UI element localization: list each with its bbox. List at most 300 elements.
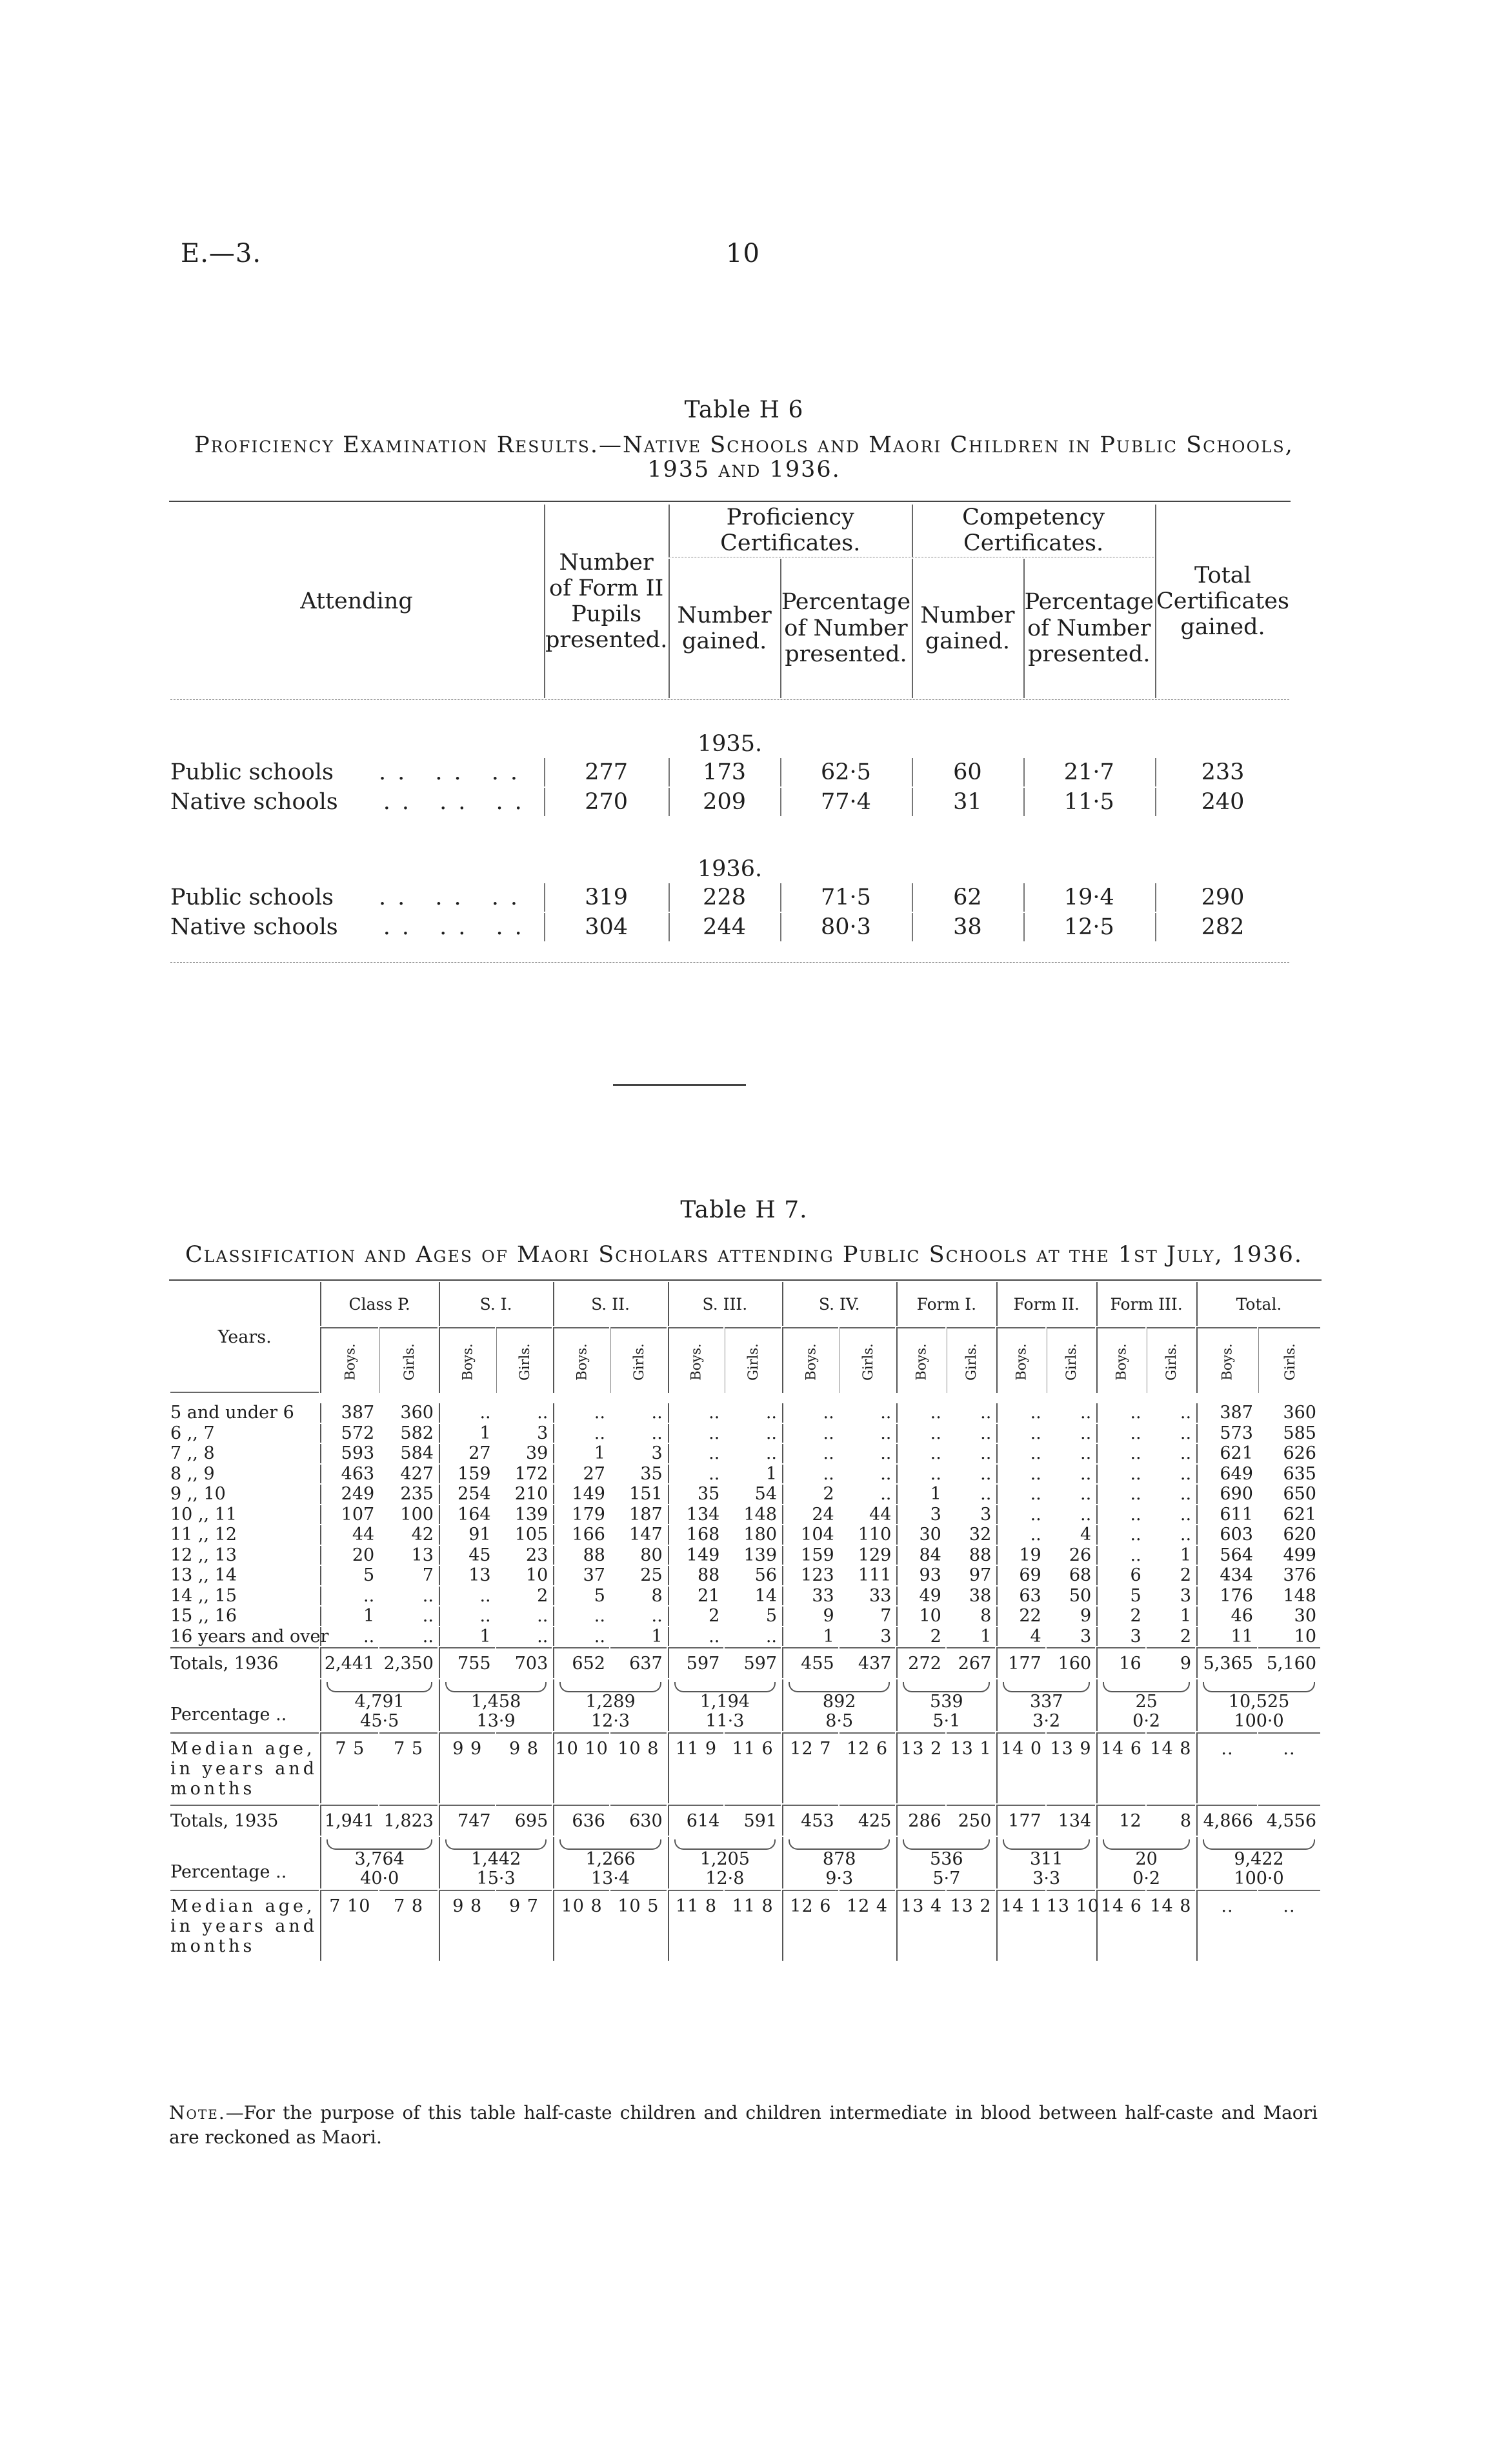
table-cell: 148: [743, 1504, 778, 1525]
median-cell: ..: [1196, 1732, 1257, 1803]
table-cell: 6: [1096, 1566, 1145, 1585]
table-cell: ..: [1096, 1525, 1145, 1545]
total-cell: 177: [996, 1805, 1045, 1836]
total-cell: 12: [1096, 1805, 1145, 1836]
table-cell: 649: [1196, 1465, 1257, 1484]
table-cell: 5: [1096, 1587, 1145, 1606]
total-cell: 250: [947, 1805, 995, 1836]
table-cell: 111: [858, 1565, 892, 1586]
table-cell: ..: [320, 1627, 378, 1647]
table-cell: 603: [1196, 1525, 1257, 1545]
table-cell: ..: [439, 1587, 495, 1606]
h7-header-s2: S. II.: [553, 1282, 666, 1326]
total-cell: 1,941: [320, 1805, 378, 1836]
brace: [903, 1682, 990, 1692]
table-cell: 235: [400, 1484, 434, 1505]
median-cell: 11 8: [725, 1890, 781, 1961]
combined-total: 25: [1135, 1692, 1158, 1712]
table-cell: 50: [1069, 1585, 1092, 1606]
table-row: Native schools .. .. .. 304 244 80·3 38 12·5 282: [170, 913, 1289, 941]
table-cell: 10: [1294, 1626, 1316, 1647]
table-cell: 176: [1196, 1587, 1257, 1606]
table-cell: 2: [1180, 1626, 1192, 1647]
median-cell: 7 8: [379, 1890, 437, 1961]
combined-total: 539: [930, 1692, 963, 1712]
h7-header-form2: Form II.: [996, 1282, 1095, 1326]
percentage-value: 11·3: [705, 1711, 745, 1731]
table-cell: 39: [525, 1443, 548, 1464]
table-cell: 49: [896, 1587, 945, 1606]
total-cell: 453: [782, 1805, 838, 1836]
total-cell: 2,441: [320, 1647, 378, 1678]
total-cell: 1,823: [379, 1805, 437, 1836]
median-label: Median age, in years and months: [170, 1732, 319, 1803]
table-row: [170, 1607, 1320, 1626]
combined-total: 3,764: [354, 1849, 405, 1869]
median-cell: 14 1: [996, 1890, 1045, 1961]
total-cell: 614: [668, 1805, 724, 1836]
brace: [445, 1839, 547, 1850]
h7-header-total: Total.: [1196, 1282, 1320, 1326]
median-cell: 9 8: [439, 1890, 495, 1961]
table-cell: ..: [439, 1403, 495, 1423]
table-cell: ..: [896, 1424, 945, 1443]
brace: [559, 1839, 661, 1850]
total-cell: 4,556: [1258, 1805, 1320, 1836]
table-cell: ..: [651, 1423, 663, 1443]
table-cell: 27: [553, 1465, 609, 1484]
median-cell: 11 8: [668, 1890, 724, 1961]
h6-header-comp-percentage: Percentage of Number presented.: [1023, 559, 1154, 699]
table-cell: ..: [880, 1484, 892, 1505]
median-label: Median age, in years and months: [170, 1890, 319, 1961]
table-cell: 463: [320, 1465, 378, 1484]
percentage-value: 0·2: [1132, 1711, 1161, 1731]
median-cell: 7 5: [379, 1732, 437, 1803]
h6-header-comp-number: Number gained.: [912, 559, 1021, 699]
table-h7-label: Table H 7.: [680, 1197, 808, 1223]
total-cell: 755: [439, 1647, 495, 1678]
table-cell: 46: [1196, 1607, 1257, 1626]
table-cell: ..: [1096, 1505, 1145, 1525]
table-cell: 5: [553, 1587, 609, 1606]
table-cell: 582: [400, 1423, 434, 1443]
table-cell: ..: [980, 1443, 992, 1464]
median-row: [170, 1890, 1320, 1961]
table-cell: 26: [1069, 1545, 1092, 1565]
brace: [327, 1682, 432, 1692]
table-row: Native schools .. .. .. 270 209 77·4 31 11·5 240: [170, 788, 1289, 816]
table-cell: 159: [782, 1546, 838, 1565]
median-cell: 7 5: [320, 1732, 378, 1803]
total-cell: 652: [553, 1647, 609, 1678]
median-cell: 9 8: [496, 1732, 552, 1803]
table-cell: ..: [765, 1626, 778, 1647]
median-cell: 12 4: [840, 1890, 896, 1961]
table-cell: ..: [880, 1403, 892, 1423]
row-label: 15 ,, 16: [170, 1606, 237, 1627]
table-cell: ..: [553, 1424, 609, 1443]
table-row: [170, 1627, 1320, 1647]
table-cell: 33: [782, 1587, 838, 1606]
total-cell: 267: [947, 1647, 995, 1678]
median-cell: 10 10: [553, 1732, 609, 1803]
table-cell: 360: [1283, 1403, 1316, 1423]
table-note: Note.—For the purpose of this table half-caste children and children intermediate in blood between half-caste and Maori are reckoned as Maori.: [169, 2102, 1318, 2148]
table-cell: 8: [980, 1606, 992, 1627]
median-cell: 10 5: [610, 1890, 667, 1961]
table-cell: ..: [1096, 1465, 1145, 1484]
brace: [445, 1682, 547, 1692]
table-cell: 635: [1283, 1463, 1316, 1484]
table-h6: [169, 503, 1291, 964]
totals-row: [170, 1647, 1320, 1678]
table-cell: ..: [320, 1587, 378, 1606]
table-cell: 32: [969, 1525, 992, 1545]
total-cell: 5,365: [1196, 1647, 1257, 1678]
table-h7-title: Classification and Ages of Maori Scholars attending Public Schools at the 1st July, 1936.: [185, 1242, 1303, 1268]
h7-header-form3: Form III.: [1096, 1282, 1195, 1326]
table-cell: 5: [320, 1566, 378, 1585]
table-cell: 611: [1196, 1505, 1257, 1525]
median-cell: 12 6: [840, 1732, 896, 1803]
table-cell: ..: [1096, 1444, 1145, 1463]
table-cell: 30: [896, 1525, 945, 1545]
table-cell: ..: [537, 1403, 548, 1423]
table-cell: ..: [1180, 1484, 1192, 1505]
table-cell: 1: [1180, 1545, 1192, 1565]
brace: [1203, 1839, 1315, 1850]
table-cell: 27: [439, 1444, 495, 1463]
table-cell: ..: [980, 1423, 992, 1443]
table-cell: ..: [782, 1444, 838, 1463]
row-label: Public schools: [170, 759, 334, 785]
combined-total: 9,422: [1234, 1849, 1284, 1869]
table-cell: 172: [514, 1463, 548, 1484]
brace: [1103, 1839, 1190, 1850]
table-cell: ..: [668, 1424, 724, 1443]
table-cell: ..: [422, 1585, 434, 1606]
table-cell: 621: [1196, 1444, 1257, 1463]
h7-header-s3: S. III.: [668, 1282, 781, 1326]
table-cell: ..: [782, 1465, 838, 1484]
total-cell: 630: [610, 1805, 667, 1836]
table-cell: 1: [320, 1607, 378, 1626]
table-cell: 129: [858, 1545, 892, 1565]
combined-total: 311: [1029, 1849, 1063, 1869]
table-cell: ..: [1080, 1463, 1092, 1484]
total-cell: 9: [1147, 1647, 1195, 1678]
percentage-value: 12·8: [705, 1868, 745, 1888]
table-cell: ..: [996, 1485, 1045, 1504]
h7-header-class-p: Class P.: [320, 1282, 437, 1326]
brace: [674, 1839, 776, 1850]
table-cell: ..: [553, 1607, 609, 1626]
total-cell: 695: [496, 1805, 552, 1836]
median-cell: 11 6: [725, 1732, 781, 1803]
table-cell: 1: [896, 1485, 945, 1504]
combined-total: 337: [1029, 1692, 1063, 1712]
table-cell: ..: [896, 1444, 945, 1463]
table-cell: 80: [640, 1545, 663, 1565]
section-divider: [613, 1084, 746, 1086]
row-label: 14 ,, 15: [170, 1585, 237, 1606]
table-cell: 10: [525, 1565, 548, 1586]
table-cell: 564: [1196, 1546, 1257, 1565]
table-h6-label: Table H 6: [684, 397, 804, 423]
percentage-value: 3·2: [1032, 1711, 1061, 1731]
table-cell: 110: [858, 1525, 892, 1545]
brace: [327, 1839, 432, 1850]
table-cell: 68: [1069, 1565, 1092, 1586]
table-cell: 147: [629, 1525, 663, 1545]
row-label: Native schools: [170, 914, 338, 940]
percentage-value: 5·7: [932, 1868, 961, 1888]
row-label: 12 ,, 13: [170, 1545, 237, 1565]
table-cell: 7: [422, 1565, 434, 1586]
table-cell: 24: [782, 1505, 838, 1525]
median-cell: 10 8: [553, 1890, 609, 1961]
table-cell: ..: [782, 1424, 838, 1443]
table-cell: 2: [782, 1485, 838, 1504]
table-cell: ..: [668, 1444, 724, 1463]
combined-total: 1,194: [699, 1692, 750, 1712]
table-cell: 54: [754, 1484, 778, 1505]
table-cell: 5: [765, 1606, 778, 1627]
table-cell: ..: [553, 1627, 609, 1647]
row-label: 10 ,, 11: [170, 1504, 237, 1525]
total-cell: 591: [725, 1805, 781, 1836]
table-cell: ..: [980, 1463, 992, 1484]
table-row: [170, 1525, 1320, 1545]
table-cell: 254: [439, 1485, 495, 1504]
table-cell: ..: [765, 1443, 778, 1464]
table-cell: ..: [1096, 1485, 1145, 1504]
median-cell: 14 6: [1096, 1890, 1145, 1961]
table-cell: 3: [1180, 1585, 1192, 1606]
median-cell: 13 9: [1047, 1732, 1095, 1803]
h6-top-rule: [169, 501, 1291, 502]
total-cell: 134: [1047, 1805, 1095, 1836]
table-cell: 626: [1283, 1443, 1316, 1464]
table-cell: 2: [1096, 1607, 1145, 1626]
table-cell: 1: [980, 1626, 992, 1647]
table-cell: 159: [439, 1465, 495, 1484]
table-cell: ..: [1096, 1546, 1145, 1565]
percentage-value: 100·0: [1234, 1711, 1284, 1731]
total-cell: 636: [553, 1805, 609, 1836]
table-cell: 179: [553, 1505, 609, 1525]
row-label: 13 ,, 14: [170, 1565, 237, 1586]
page-reference: E.—3.: [181, 239, 262, 268]
total-cell: 637: [610, 1647, 667, 1678]
total-cell: 703: [496, 1647, 552, 1678]
row-label: 8 ,, 9: [170, 1463, 215, 1484]
percentage-row: [170, 1837, 1320, 1888]
table-cell: 3: [651, 1443, 663, 1464]
table-cell: 42: [411, 1525, 434, 1545]
median-cell: 10 8: [610, 1732, 667, 1803]
percentage-value: 12·3: [590, 1711, 630, 1731]
brace: [1003, 1839, 1090, 1850]
table-cell: 100: [400, 1504, 434, 1525]
table-cell: 148: [1283, 1585, 1316, 1606]
table-cell: 3: [537, 1423, 548, 1443]
median-cell: ..: [1196, 1890, 1257, 1961]
median-cell: ..: [1258, 1732, 1320, 1803]
h6-year-1935: 1935.: [697, 731, 763, 757]
table-row: [170, 1485, 1320, 1504]
h7-header-years: Years.: [170, 1282, 319, 1393]
totals-label: Totals, 1935: [170, 1805, 319, 1836]
median-cell: 13 2: [896, 1732, 945, 1803]
table-cell: 13: [439, 1566, 495, 1585]
table-cell: 9: [782, 1607, 838, 1626]
table-cell: 69: [996, 1566, 1045, 1585]
table-cell: 572: [320, 1424, 378, 1443]
combined-total: 1,458: [470, 1692, 521, 1712]
table-cell: 187: [629, 1504, 663, 1525]
h7-header-s4: S. IV.: [782, 1282, 895, 1326]
total-cell: 16: [1096, 1647, 1145, 1678]
table-cell: ..: [651, 1606, 663, 1627]
percentage-value: 8·5: [825, 1711, 854, 1731]
table-cell: 9: [1080, 1606, 1092, 1627]
median-cell: 9 7: [496, 1890, 552, 1961]
table-cell: ..: [896, 1403, 945, 1423]
table-h6-title: Proficiency Examination Results.—Native Schools and Maori Children in Public Schools,: [194, 432, 1294, 458]
table-cell: 1: [782, 1627, 838, 1647]
h6-header-proficiency: Proficiency Certificates.: [669, 505, 910, 557]
table-cell: 10: [896, 1607, 945, 1626]
percentage-value: 40·0: [360, 1868, 399, 1888]
row-label: Native schools: [170, 789, 338, 815]
table-cell: 1: [439, 1424, 495, 1443]
table-cell: ..: [651, 1403, 663, 1423]
table-row: Public schools .. .. .. 277 173 62·5 60 21·7 233: [170, 758, 1289, 786]
total-cell: 286: [896, 1805, 945, 1836]
table-h7: Years. Class P. S. I. S. II. S. III. S. IV. Form I. Form II. Form III. Total. Boys. Girls. Boys. Girls. Boys. Girls. Boys. Girls. Boys. Girls. Boys. Girls. Boys. Girls. Boys. Girls. Boys. Girls. 5 and under 6 387 360 .. .. .. .. .. .. .. .. .. .. .. .. .. .. 387 360 6 ,, 7 572 582 1 3 .. .. .. .. .. .. .. .. .. .. .. .. 573 585 7 ,, 8 593 584 27 39 1 3 .. .. .. .. .. .. .. .. .. .. 621 626 8 ,, 9 463 427 159 172 27 35 .. 1 .. .. .. .. .. .. .. .. 649 635 9 ,, 10 249 235 254 210 149 151 35 54 2 .. 1 .. .. .. .. .. 690 650 10 ,, 11 107 100 164 139 179 187 134 148 24 44 3 3 .. .. .. .. 611 621 11 ,, 12 44 42 91 105 166 147 168 180 104 110 30 32 .. 4 .. .. 603 620 12 ,, 13 20 13 45 23 88 80 149 139 159 129 84 88 19 26 .. 1 564 499 13 ,, 14 5 7 13 10 37 25 88 56 123 111 93 97 69 68 6 2 434 376 14 ,, 15 .. .. .. 2 5 8 21 14 33 33 49 38 63 50 5 3 176 148 15 ,, 16 1 .. .. .. .. .. 2 5 9 7 10 8 22 9 2 1 46 30 16 years and over .. .. 1 .. .. 1 .. .. 1 3 2 1 4 3 3 2 11 10 Totals, 1936 2,441 2,350 755 703 652 637 597 597 455 437 272 267 177 160 16 9 5,365 5,160 Percentage .. 4,791 45·5 1,458 13·9 1,289 12·3 1,194 11·3 892 8·5 539 5·1 337 3·2 25 0·2 10,525 100·0 Median age, in years and months 7 5 7 5 9 9 9 8 10 10 10 8 11 9 11 6 12 7 12 6 13 2 13 1 14 0 13 9 14 6 14 8 .. .. Totals, 1935 1,941 1,823 747 695 636 630 614 591 453 425 286 250 177 134 12 8 4,866 4,556 Percentage .. 3,764 40·0 1,442 15·3 1,266 13·4 1,205 12·8 878 9·3 536 5·7 311 3·3 20 0·2 9,422 100·0 Median age, in years and months 7 10 7 8 9 8 9 7 10 8 10 5 11 8 11 8 12 6 12 4 13 4 13 2 14 1 13 10 14 6 14 8 .. ..: [169, 1281, 1322, 1962]
table-cell: 585: [1283, 1423, 1316, 1443]
h7-header-s1: S. I.: [439, 1282, 552, 1326]
row-label: Public schools: [170, 885, 334, 910]
table-cell: 93: [896, 1566, 945, 1585]
table-row: [170, 1587, 1320, 1606]
h6-header-competency: Competency Certificates.: [912, 505, 1154, 557]
table-cell: 35: [640, 1463, 663, 1484]
table-cell: ..: [1080, 1443, 1092, 1464]
table-cell: 690: [1196, 1485, 1257, 1504]
table-cell: ..: [996, 1424, 1045, 1443]
table-cell: 149: [668, 1546, 724, 1565]
totals-label: Totals, 1936: [170, 1647, 319, 1678]
row-label: 5 and under 6: [170, 1403, 294, 1423]
table-cell: ..: [996, 1403, 1045, 1423]
table-cell: 105: [514, 1525, 548, 1545]
percentage-row: [170, 1679, 1320, 1731]
combined-total: 20: [1135, 1849, 1158, 1869]
table-cell: 123: [782, 1566, 838, 1585]
table-cell: ..: [1180, 1443, 1192, 1464]
combined-total: 1,289: [585, 1692, 636, 1712]
table-row: [170, 1505, 1320, 1525]
table-cell: 30: [1294, 1606, 1316, 1627]
percentage-value: 45·5: [360, 1711, 399, 1731]
table-row: [170, 1465, 1320, 1484]
median-cell: 11 9: [668, 1732, 724, 1803]
table-cell: 164: [439, 1505, 495, 1525]
table-cell: ..: [1080, 1484, 1092, 1505]
table-row: [170, 1546, 1320, 1565]
combined-total: 878: [822, 1849, 856, 1869]
median-cell: 13 10: [1047, 1890, 1095, 1961]
table-cell: 1: [553, 1444, 609, 1463]
table-cell: 249: [320, 1485, 378, 1504]
brace: [559, 1682, 661, 1692]
brace: [674, 1682, 776, 1692]
table-cell: ..: [1096, 1403, 1145, 1423]
table-cell: 180: [743, 1525, 778, 1545]
table-cell: ..: [1096, 1424, 1145, 1443]
median-cell: 7 10: [320, 1890, 378, 1961]
total-cell: 597: [725, 1647, 781, 1678]
table-cell: ..: [996, 1444, 1045, 1463]
table-cell: 45: [439, 1546, 495, 1565]
table-cell: 14: [754, 1585, 778, 1606]
h6-header-form2: Number of Form II Pupils presented.: [544, 505, 667, 698]
median-cell: 9 9: [439, 1732, 495, 1803]
table-cell: ..: [553, 1403, 609, 1423]
total-cell: 177: [996, 1647, 1045, 1678]
table-cell: ..: [1180, 1403, 1192, 1423]
table-cell: 2: [896, 1627, 945, 1647]
row-label: 6 ,, 7: [170, 1423, 215, 1443]
table-cell: 4: [996, 1627, 1045, 1647]
table-cell: 84: [896, 1546, 945, 1565]
percentage-value: 3·3: [1032, 1868, 1061, 1888]
median-cell: 13 1: [947, 1732, 995, 1803]
h6-header-prof-number: Number gained.: [669, 559, 778, 699]
table-cell: 139: [514, 1504, 548, 1525]
brace: [789, 1839, 890, 1850]
brace: [1203, 1682, 1315, 1692]
table-cell: 139: [743, 1545, 778, 1565]
totals-row: [170, 1805, 1320, 1836]
table-cell: 584: [400, 1443, 434, 1464]
table-cell: ..: [996, 1525, 1045, 1545]
table-row: [170, 1424, 1320, 1443]
h6-header-attending: Attending: [300, 588, 413, 614]
table-cell: ..: [880, 1443, 892, 1464]
table-cell: 387: [1196, 1403, 1257, 1423]
total-cell: 160: [1047, 1647, 1095, 1678]
percentage-value: 13·4: [590, 1868, 630, 1888]
percentage-value: 0·2: [1132, 1868, 1161, 1888]
table-cell: 23: [525, 1545, 548, 1565]
table-cell: 37: [553, 1566, 609, 1585]
table-cell: ..: [782, 1403, 838, 1423]
median-cell: 13 2: [947, 1890, 995, 1961]
table-cell: ..: [1180, 1423, 1192, 1443]
table-cell: 387: [320, 1403, 378, 1423]
table-cell: 360: [400, 1403, 434, 1423]
table-cell: 25: [640, 1565, 663, 1586]
table-cell: 3: [1096, 1627, 1145, 1647]
table-cell: 91: [439, 1525, 495, 1545]
percentage-value: 13·9: [476, 1711, 516, 1731]
table-cell: 149: [553, 1485, 609, 1504]
combined-total: 10,525: [1228, 1692, 1290, 1712]
